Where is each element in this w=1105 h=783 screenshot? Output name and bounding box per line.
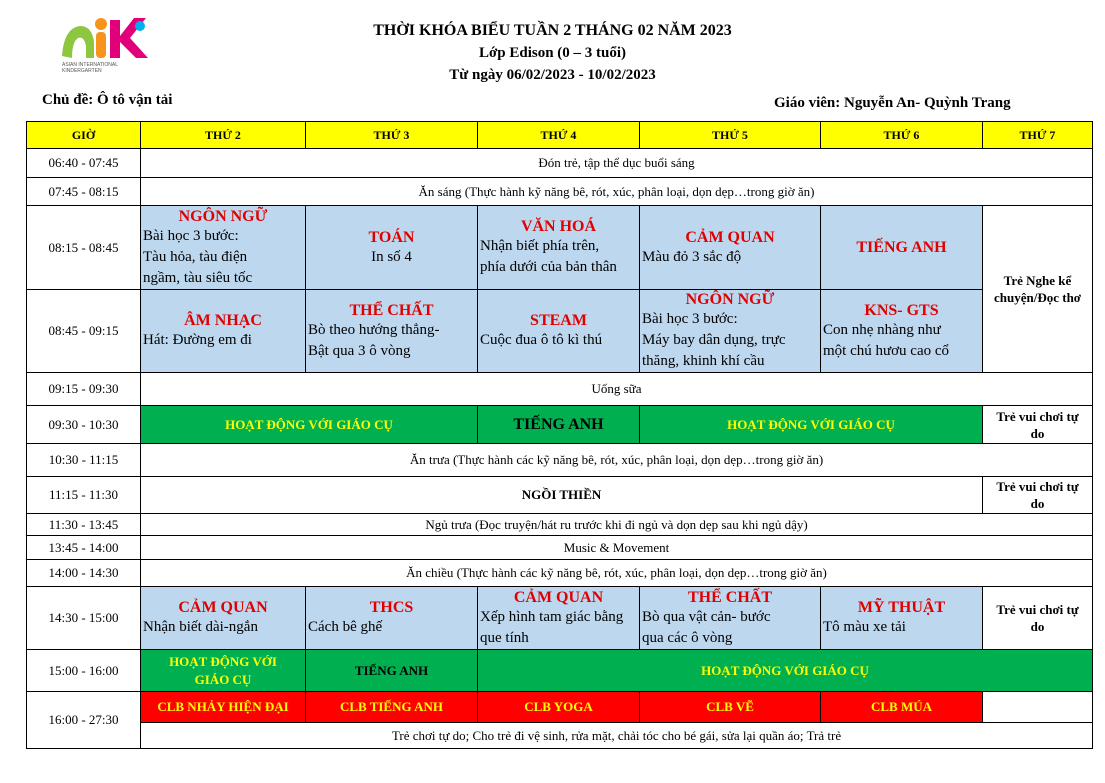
lesson-text: Màu đỏ 3 sắc độ — [642, 248, 742, 265]
lesson-text: Nhận biết phía trên, — [480, 238, 600, 254]
table-row — [27, 650, 1093, 692]
subject-label: KNS- GTS — [864, 301, 939, 319]
lesson-text: Cách bê ghế — [308, 619, 383, 635]
time-cell: 10:30 - 11:15 — [27, 444, 141, 477]
time-cell: 08:15 - 08:45 — [27, 206, 141, 290]
club-cell: CLB MÚA — [821, 692, 983, 723]
lesson-text: ngầm, tàu siêu tốc — [143, 269, 253, 286]
table-row — [27, 406, 1093, 444]
table-row — [27, 692, 1093, 723]
activity-cell: Ăn trưa (Thực hành các kỹ năng bê, rót, xúc, phân loại, dọn dẹp…trong giờ ăn) — [141, 444, 1093, 477]
subject-label: VĂN HOÁ — [520, 218, 597, 235]
activity-cell: Music & Movement — [141, 536, 1093, 560]
table-row — [27, 536, 1093, 560]
saturday-text: do — [1030, 425, 1045, 441]
subject-label: TIẾNG ANH — [856, 239, 947, 256]
time-cell: 09:30 - 10:30 — [27, 406, 141, 444]
lesson-text: phía dưới của bản thân — [480, 259, 617, 275]
lesson-text: Bài học 3 bước: — [642, 311, 738, 327]
table-row — [27, 178, 1093, 206]
saturday-cell — [983, 477, 1093, 514]
lesson-cell — [141, 290, 306, 373]
lesson-cell — [306, 290, 478, 373]
activity-cell: Đón trẻ, tập thể dục buổi sáng — [141, 149, 1093, 178]
col-header-mon: THỨ 2 — [141, 122, 306, 149]
schedule-table — [26, 121, 1093, 749]
saturday-text: Trẻ Nghe kể — [1003, 273, 1072, 288]
time-cell: 07:45 - 08:15 — [27, 178, 141, 206]
lesson-text: một chú hươu cao cổ — [823, 342, 950, 359]
saturday-text: Trẻ vui chơi tự — [996, 408, 1079, 424]
col-header-fri: THỨ 6 — [821, 122, 983, 149]
lesson-text: qua các ô vòng — [642, 629, 733, 646]
time-cell: 14:00 - 14:30 — [27, 560, 141, 587]
lesson-text: Bài học 3 bước: — [143, 227, 239, 244]
saturday-text: do — [1030, 496, 1045, 511]
subject-label: MỸ THUẬT — [857, 599, 946, 616]
activity-cell: HOẠT ĐỘNG VỚI GIÁO CỤ — [478, 650, 1093, 692]
lesson-text: que tính — [480, 629, 529, 646]
table-row — [27, 477, 1093, 514]
subject-label: CẢM QUAN — [178, 599, 268, 616]
lesson-text: Máy bay dân dụng, trực — [642, 332, 786, 348]
lesson-text: Hát: Đường em đi — [143, 332, 252, 348]
club-cell: CLB YOGA — [478, 692, 640, 723]
lesson-cell — [821, 587, 983, 650]
subject-label: CẢM QUAN — [685, 228, 775, 246]
col-header-tue: THỨ 3 — [306, 122, 478, 149]
time-cell: 15:00 - 16:00 — [27, 650, 141, 692]
activity-cell: Trẻ chơi tự do; Cho trẻ đi vệ sinh, rửa mặt, chải tóc cho bé gái, sửa lại quần áo; Trả trẻ — [141, 723, 1093, 749]
table-row — [27, 514, 1093, 536]
lesson-text: thăng, khinh khí cầu — [642, 353, 765, 369]
subject-label: THỂ CHẤT — [349, 301, 434, 319]
lesson-cell — [478, 587, 640, 650]
class-line: Lớp Edison (0 – 3 tuổi) — [478, 45, 627, 61]
activity-cell — [141, 650, 306, 692]
lesson-text: Nhận biết dài-ngắn — [143, 619, 258, 635]
saturday-text: Trẻ vui chơi tự — [996, 602, 1079, 617]
activity-cell: HOẠT ĐỘNG VỚI GIÁO CỤ — [640, 406, 983, 444]
club-cell: CLB NHẢY HIỆN ĐẠI — [141, 692, 306, 723]
col-header-time: GIỜ — [27, 122, 141, 149]
activity-text: GIÁO CỤ — [194, 671, 252, 687]
time-cell: 14:30 - 15:00 — [27, 587, 141, 650]
saturday-cell — [983, 587, 1093, 650]
subject-label: THỂ CHẤT — [687, 588, 772, 606]
lesson-text: Con nhẹ nhàng như — [823, 321, 941, 338]
lesson-cell — [478, 206, 640, 290]
time-cell: 13:45 - 14:00 — [27, 536, 141, 560]
lesson-cell — [478, 290, 640, 373]
lesson-cell — [306, 587, 478, 650]
lesson-text: Bò theo hướng thẳng- — [308, 321, 440, 338]
saturday-text: Trẻ vui chơi tự — [996, 479, 1079, 494]
lesson-cell — [306, 206, 478, 290]
lesson-cell — [640, 587, 821, 650]
time-cell: 09:15 - 09:30 — [27, 373, 141, 406]
saturday-cell — [983, 406, 1093, 444]
activity-cell: Ăn chiều (Thực hành các kỹ năng bê, rót, xúc, phân loại, dọn dẹp…trong giờ ăn) — [141, 560, 1093, 587]
lesson-text: In số 4 — [371, 248, 412, 265]
activity-cell: NGỒI THIỀN — [141, 477, 983, 514]
logo-subtitle2: KINDERGARTEN — [62, 68, 102, 74]
activity-cell: TIẾNG ANH — [306, 650, 478, 692]
activity-cell: TIẾNG ANH — [478, 406, 640, 444]
time-cell: 16:00 - 27:30 — [27, 692, 141, 749]
subject-label: NGÔN NGỮ — [178, 207, 268, 225]
time-cell: 11:15 - 11:30 — [27, 477, 141, 514]
saturday-text: do — [1030, 619, 1045, 634]
club-cell: CLB VẼ — [640, 692, 821, 723]
time-cell: 11:30 - 13:45 — [27, 514, 141, 536]
topic-label: Chủ đề: Ô tô vận tải — [42, 92, 173, 108]
lesson-text: Cuộc đua ô tô kì thú — [480, 332, 603, 348]
lesson-cell — [141, 587, 306, 650]
table-row — [27, 587, 1093, 650]
table-row — [27, 444, 1093, 477]
lesson-text: Bật qua 3 ô vòng — [308, 342, 411, 359]
lesson-text: Xếp hình tam giác bằng — [480, 608, 624, 625]
table-row — [27, 560, 1093, 587]
logo-subtitle: ASIAN INTERNATIONAL — [62, 62, 119, 68]
teacher-label: Giáo viên: Nguyễn An- Quỳnh Trang — [774, 95, 1011, 111]
lesson-text: Bò qua vật cản- bước — [642, 608, 771, 625]
saturday-text: chuyện/Đọc thơ — [993, 290, 1081, 305]
activity-text: HOẠT ĐỘNG VỚI — [169, 653, 277, 669]
page-title: THỜI KHÓA BIỂU TUẦN 2 THÁNG 02 NĂM 2023 — [373, 22, 732, 39]
empty-cell — [983, 692, 1093, 723]
subject-label: CẢM QUAN — [513, 588, 604, 606]
subject-label: NGÔN NGỮ — [685, 291, 775, 308]
saturday-cell — [983, 206, 1093, 373]
club-cell: CLB TIẾNG ANH — [306, 692, 478, 723]
table-row — [27, 290, 1093, 373]
lesson-cell — [821, 206, 983, 290]
lesson-cell — [141, 206, 306, 290]
activity-cell: Ăn sáng (Thực hành kỹ năng bê, rót, xúc, phân loại, dọn dẹp…trong giờ ăn) — [141, 178, 1093, 206]
col-header-sat: THỨ 7 — [983, 122, 1093, 149]
table-row — [27, 373, 1093, 406]
table-row — [27, 723, 1093, 749]
subject-label: ÂM NHẠC — [184, 312, 262, 329]
subject-label: THCS — [369, 599, 414, 616]
date-range: Từ ngày 06/02/2023 - 10/02/2023 — [449, 67, 656, 83]
table-row — [27, 206, 1093, 290]
activity-cell: Uống sữa — [141, 373, 1093, 406]
activity-cell: Ngủ trưa (Đọc truyện/hát ru trước khi đi ngủ và dọn dẹp sau khi ngủ dậy) — [141, 514, 1093, 536]
time-cell: 06:40 - 07:45 — [27, 149, 141, 178]
lesson-cell — [640, 206, 821, 290]
lesson-text: Tàu hỏa, tàu điện — [143, 248, 248, 265]
subject-label: STEAM — [530, 312, 587, 329]
lesson-cell — [821, 290, 983, 373]
activity-cell: HOẠT ĐỘNG VỚI GIÁO CỤ — [141, 406, 478, 444]
col-header-wed: THỨ 4 — [478, 122, 640, 149]
time-cell: 08:45 - 09:15 — [27, 290, 141, 373]
lesson-cell — [640, 290, 821, 373]
header-row — [27, 122, 1093, 149]
table-row — [27, 149, 1093, 178]
lesson-text: Tô màu xe tải — [823, 619, 906, 635]
col-header-thu: THỨ 5 — [640, 122, 821, 149]
subject-label: TOÁN — [368, 228, 415, 246]
